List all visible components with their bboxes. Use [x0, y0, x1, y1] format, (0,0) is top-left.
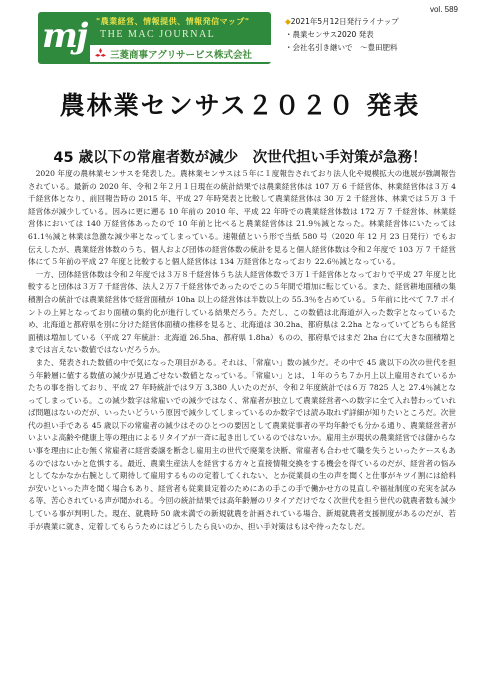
- article-title: 農林業センサス２０２０ 発表: [59, 91, 421, 120]
- masthead: [38, 12, 271, 64]
- paragraph: 一方、団体経営体数は令和２年度では３万８千経営体うち法人経営体数で３万１千経営体となっておりで平成 27 年度と比較すると団体は３万７千経営体、法人２万７千経営体であったのでこの５年間で増加に転じている。また、経営耕地面積の集積割合の統計では農業経営体で経営面積が 10ha 以上の経営体は半数以上の 55.3％を占めている。５年前に比べて 7.7 ポイントの上昇となっており面積の集約化が進行している結果だろう。ただし、この数値は北海道が入った数字となっているため、北海道と都府県を別に分けた経営体面積の推移を見ると、北海道は 30.2ha、都府県は 2.2ha となっていてどちらも経営面積は増加している（平成 27 年統計：北海道 26.5ha、都府県 1.8ha）ものの、都府県ではまだ 2ha 台にて大きな面積増とまでは言えない数値ではないだろうか。: [28, 269, 456, 355]
- journal-logo: mj: [42, 16, 87, 56]
- issue-lineup: [285, 15, 399, 54]
- company-bar: [90, 45, 271, 62]
- paragraph: また、発表された数値の中で気になった項目がある。それは、「常雇い」数の減少だ。その中で 45 歳以下の次の世代を担う年齢層に値する数値の減少が見過ごせない数値となっている。「常雇い」とは、１年のうち７か月上以上雇用されているかたちの事を指しており、平成 27 年時統計では９万 3,380 人いたのだが、令和２年度統計では６万 7825 人と 27.4％減となってしまっている。この減少数字は常雇いでの減少ではなく、常雇者が独立して農業経営者への数字に全て入れ替わっていれば問題はないのだが、いったいどういう原因で減少してしまっているのか数字では読み取れず詳細が知りたいところだ。次世代の担い手である 45 歳以下の常雇者の減少はそのひとつの要因として農業従事者の平均年齢でも分かる通り、農業経営者がいよいよ高齢や健康上等の理由によるリタイアが一斉に起き出しているのではないか。雇用主が現状の農業経営では儲からない事を理由に止む無く常雇者に経営委譲を断念し雇用主の世代で廃業を決断、常雇者も合わせて職を失うといったケースもあるのではないかと危惧する。最近、農業生産法人を経営する方々と直接情報交換をする機会を得ているのだが、経営者の悩みとしてなかなか右腕として期待して雇用するものの定着してくれない、とか従業員の生の声を聞くと仕事がキツイ割には給料が安いといった声を聞く場合もあり、経営者も従業員定着のためにあの手この手で働かせ方の見直しや福祉制度の充実を試みる等、苦心されている声が聞かれる。今回の統計結果では高年齢層のリタイアだけでなく次世代を担う世代の就農者数も減少している事が判明した。現在、就農時 50 歳未満での新規就農を計画されている場合、新規就農者支援制度があるのだが、若手が農業に就き、定着してもらうためにはどうしたら良いのか、担い手対策はもはや待ったなしだ。: [28, 357, 456, 531]
- volume-number: vol. 589: [429, 5, 458, 14]
- masthead-slogan: "農業経営、情報提供、情報発信マップ": [96, 17, 250, 26]
- article-subtitle: 45 歳以下の常雇者数が減少 次世代担い手対策が急務！: [53, 150, 427, 166]
- article-body: [28, 168, 456, 533]
- issue-date-line: ◆2021年5月12日発行ライナップ: [285, 17, 399, 26]
- paragraph: 2020 年度の農林業センサスを発表した。農林業センサスは５年に１度報告されており法人化や規模拡大の進展が強調報告されている。最新の 2020 年、令和２年２月１日現在の統計結果では農業経営体は 107 万 6 千経営体、林業経営体は３万 4 千経営体となり、前回報告時の 2015 年、平成 27 年時発表と比較して農業経営体は 30 万 2 千経営体、林業では５万 3 千経営体が減少している。因みに更に遡る 10 年前の 2010 年、平成 22 年時での農業経営体数は 172 万 7 千経営体、林業経営体においては 140 万経営体あったので 10 年前と比べると農業経営体は 21.9％減となった。林業経営体にいたっては 61.1％減と林業は急激な減少率となってしまっている。速報値という形で当紙 580 号（2020 年 12 月 23 日発行）でもお伝えしたが、農業経営体数のうち、個人および団体の経営体数の統計を見ると個人経営体数は令和２年度で 103 万 7 千経営体にて５年前の平成 27 年度と比較すると個人経営体は 134 万経営体となっており 22.6％減となっている。: [28, 169, 456, 267]
- issue-item: ・農業センサス2020 発表: [285, 30, 374, 39]
- company-name: 三菱商事アグリサービス株式会社: [110, 50, 253, 61]
- star-icon: ◆: [285, 17, 291, 26]
- journal-name: THE MAC JOURNAL: [100, 29, 216, 40]
- three-diamonds-icon: [95, 48, 106, 59]
- issue-item: ・会社名引き継いで ～豊田肥料: [285, 43, 398, 52]
